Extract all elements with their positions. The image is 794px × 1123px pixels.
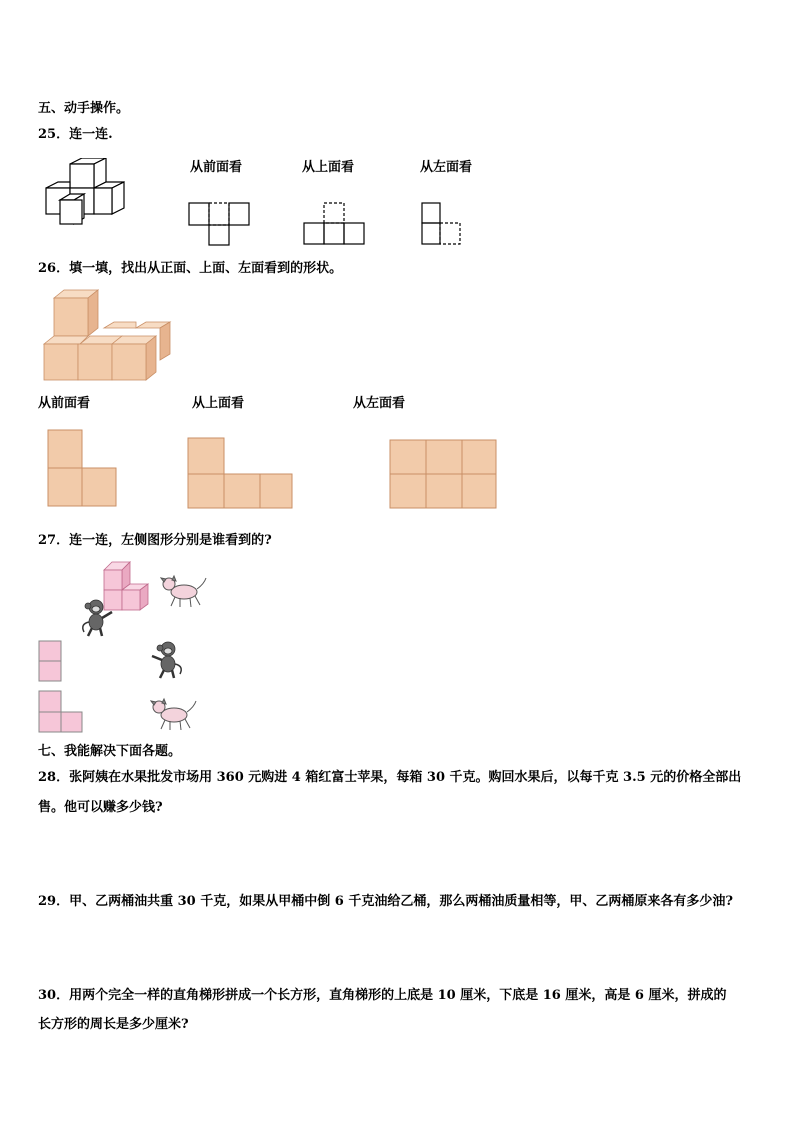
- q26-view-top-label: 从上面看: [192, 396, 245, 411]
- q25-view-front-label: 从前面看: [190, 160, 243, 175]
- q26-shape-a[interactable]: [46, 428, 120, 508]
- q26-view-front-label: 从前面看: [38, 396, 91, 411]
- q26-view-left-label: 从左面看: [353, 396, 406, 411]
- q30-line-2: 长方形的周长是多少厘米?: [38, 1017, 189, 1032]
- q25-view-top-label: 从上面看: [302, 160, 355, 175]
- q27-shape-column[interactable]: [38, 640, 64, 682]
- q29-line-1: 29．甲、乙两桶油共重 30 千克，如果从甲桶中倒 6 千克油给乙桶，那么两桶油质量相等，甲、乙两桶原来各有多少油?: [38, 894, 733, 909]
- q25-shape-top-view[interactable]: [302, 200, 370, 248]
- q28-line-2: 售。他可以赚多少钱?: [38, 800, 163, 815]
- q25-label: 25．连一连.: [38, 127, 113, 142]
- q25-view-left-label: 从左面看: [420, 160, 473, 175]
- monkey-icon[interactable]: [78, 598, 118, 638]
- section-7-title: 七、我能解决下面各题。: [38, 744, 182, 759]
- q26-cube-figure: [40, 288, 172, 382]
- q28-line-1: 28．张阿姨在水果批发市场用 360 元购进 4 箱红富士苹果，每箱 30 千克。购回水果后，以每千克 3.5 元的价格全部出: [38, 770, 742, 785]
- dog-icon[interactable]: [160, 574, 210, 610]
- monkey-icon[interactable]: [150, 640, 190, 680]
- q27-label: 27．连一连，左侧图形分别是谁看到的?: [38, 533, 272, 548]
- q26-shape-c[interactable]: [388, 438, 498, 510]
- q27-shape-l[interactable]: [38, 690, 84, 734]
- q25-shape-left-view[interactable]: [418, 200, 468, 248]
- q26-shape-b[interactable]: [186, 436, 294, 510]
- q26-label: 26．填一填，找出从正面、上面、左面看到的形状。: [38, 261, 343, 276]
- q25-shape-front-view[interactable]: [186, 200, 256, 248]
- dog-icon[interactable]: [150, 697, 200, 733]
- q25-cube-figure: [40, 158, 140, 230]
- q30-line-1: 30．用两个完全一样的直角梯形拼成一个长方形，直角梯形的上底是 10 厘米，下底是 16 厘米，高是 6 厘米，拼成的: [38, 988, 727, 1003]
- section-5-title: 五、动手操作。: [38, 101, 130, 116]
